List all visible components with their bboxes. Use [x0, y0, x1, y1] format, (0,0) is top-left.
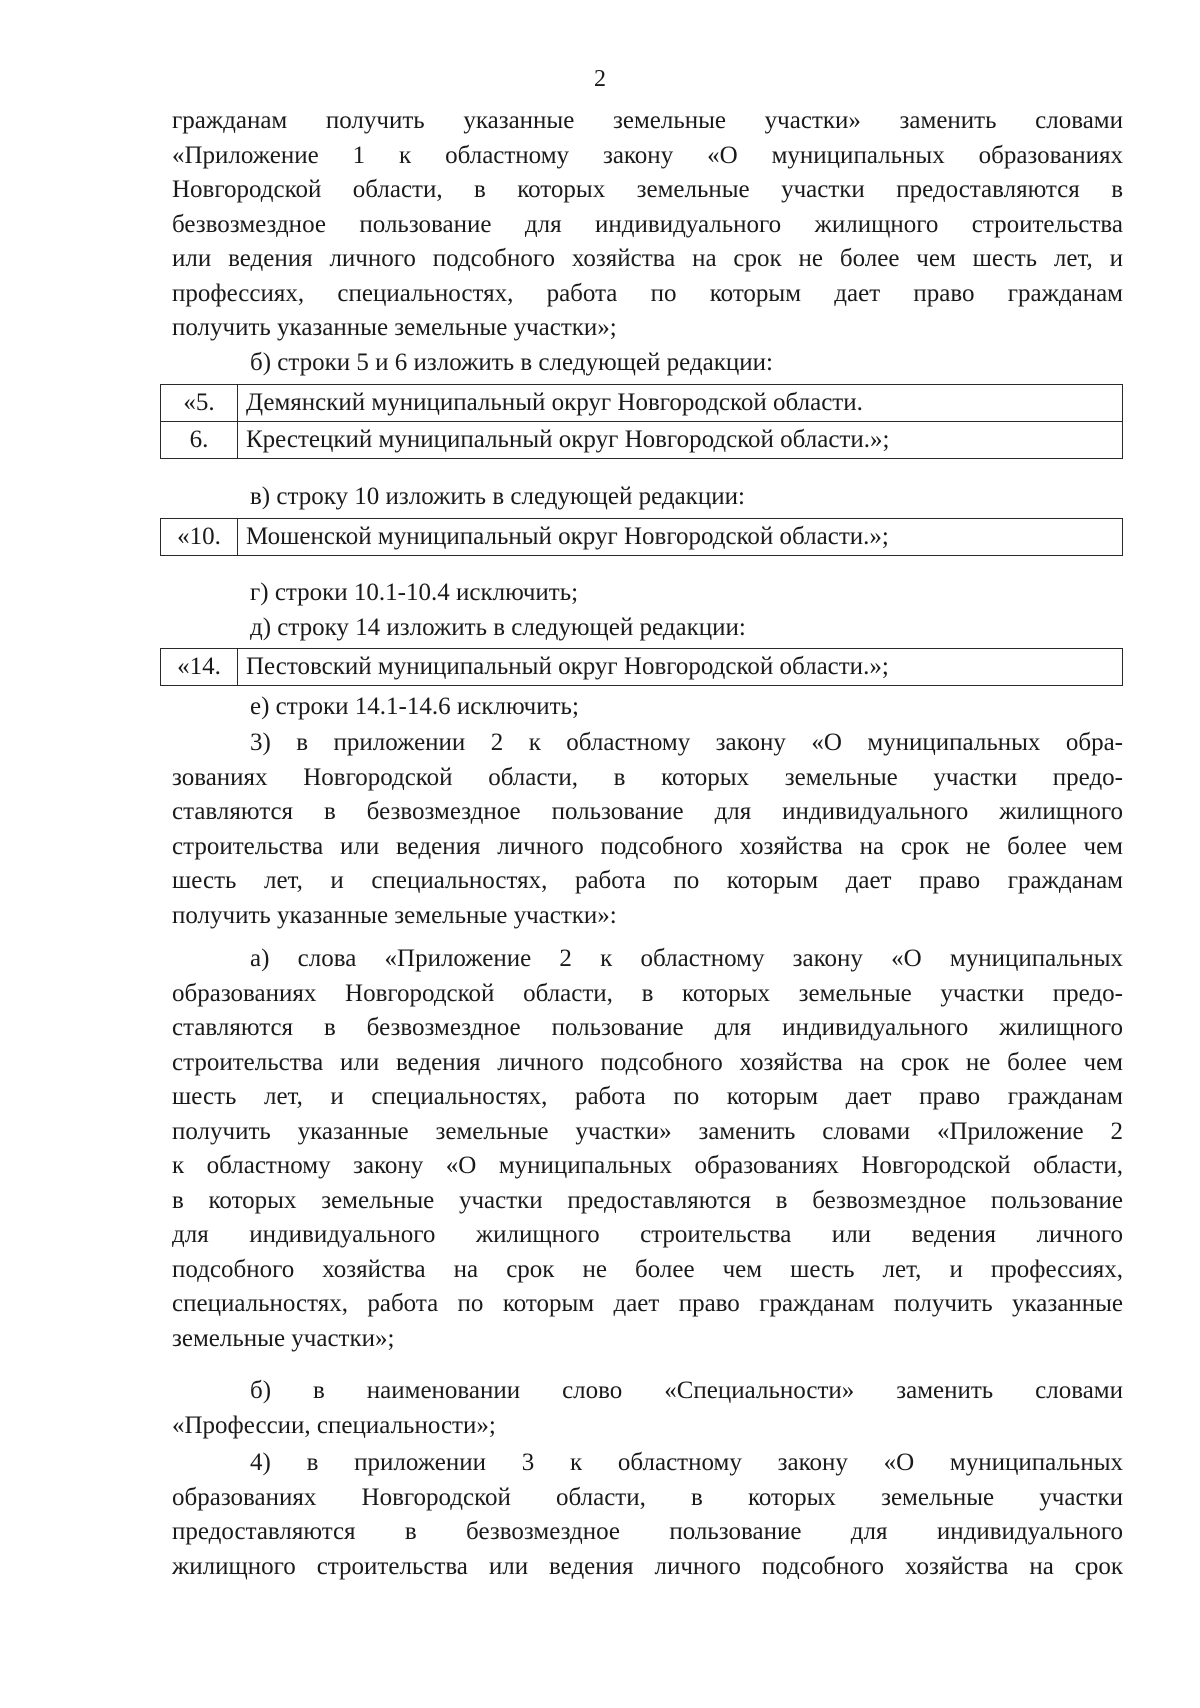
table-row — [161, 385, 1123, 422]
text-line: «Приложение 1 к областному закону «О муниципальных образованиях — [172, 141, 1123, 169]
text-line: 3) в приложении 2 к областному закону «О муниципальных обра- — [250, 729, 1123, 756]
text-line: или ведения личного подсобного хозяйства на срок не более чем шесть лет, и — [172, 245, 1123, 272]
text-line: строительства или ведения личного подсобного хозяйства на срок не более чем — [172, 832, 1123, 860]
text-line: «Профессии, специальности»; — [172, 1411, 496, 1439]
text-line: шесть лет, и специальностях, работа по которым дает право гражданам — [172, 1083, 1123, 1110]
text-line: подсобного хозяйства на срок не более чем шесть лет, и профессиях, — [172, 1255, 1123, 1283]
text-line: б) строки 5 и 6 изложить в следующей редакции: — [250, 349, 773, 376]
text-line: получить указанные земельные участки»; — [172, 314, 617, 341]
paragraph-item-3 — [172, 726, 1123, 933]
page-number: 2 — [594, 66, 606, 92]
row-text: Крестецкий муниципальный округ Новгородской области.»; — [238, 422, 1123, 459]
replacement-table-rows-5-6 — [160, 384, 1123, 459]
text-line: ставляются в безвозмездное пользование для индивидуального жилищного — [172, 798, 1123, 825]
text-line: земельные участки»; — [172, 1324, 395, 1352]
row-number: «14. — [161, 649, 238, 686]
row-number: 6. — [161, 422, 238, 459]
text-line: г) строки 10.1-10.4 исключить; — [250, 579, 579, 606]
text-line: образованиях Новгородской области, в которых земельные участки предо- — [172, 979, 1123, 1007]
row-text: Пестовский муниципальный округ Новгородской области.»; — [238, 649, 1123, 686]
text-line: для индивидуального жилищного строительства или ведения личного — [172, 1221, 1123, 1248]
subitem-v-intro — [172, 480, 1123, 515]
text-line: е) строки 14.1-14.6 исключить; — [250, 693, 579, 720]
paragraph-item-4 — [172, 1446, 1123, 1584]
text-line: специальностях, работа по которым дает право гражданам получить указанные — [172, 1290, 1123, 1317]
row-text: Демянский муниципальный округ Новгородской области. — [238, 385, 1123, 422]
text-line: а) слова «Приложение 2 к областному закону «О муниципальных — [250, 945, 1123, 972]
paragraph-item-3a — [172, 942, 1123, 1356]
replacement-table-row-14 — [160, 648, 1123, 686]
text-line: в) строку 10 изложить в следующей редакции: — [250, 483, 745, 510]
text-line: Новгородской области, в которых земельные участки предоставляются в — [172, 176, 1123, 203]
row-number: «10. — [161, 519, 238, 556]
text-line: гражданам получить указанные земельные участки» заменить словами — [172, 107, 1123, 134]
table-row — [161, 649, 1123, 686]
subitem-e — [172, 690, 1123, 725]
text-line: 4) в приложении 3 к областному закону «О муниципальных — [250, 1449, 1123, 1476]
replacement-table-row-10 — [160, 518, 1123, 556]
text-line: жилищного строительства или ведения личного подсобного хозяйства на срок — [172, 1552, 1123, 1580]
row-text: Мошенской муниципальный округ Новгородской области.»; — [238, 519, 1123, 556]
paragraph-item-3b — [172, 1374, 1123, 1443]
subitem-b-intro — [172, 346, 1123, 381]
text-line: зованиях Новгородской области, в которых земельные участки предо- — [172, 763, 1123, 791]
text-line: безвозмездное пользование для индивидуального жилищного строительства — [172, 210, 1123, 238]
paragraph-continuation — [172, 104, 1123, 346]
row-number: «5. — [161, 385, 238, 422]
text-line: образованиях Новгородской области, в которых земельные участки — [172, 1483, 1123, 1511]
table-row — [161, 519, 1123, 556]
text-line: предоставляются в безвозмездное пользование для индивидуального — [172, 1518, 1123, 1545]
text-line: б) в наименовании слово «Специальности» заменить словами — [250, 1377, 1123, 1404]
text-line: шесть лет, и специальностях, работа по которым дает право гражданам — [172, 867, 1123, 894]
text-line: получить указанные земельные участки»: — [172, 901, 617, 929]
table-row — [161, 422, 1123, 459]
text-line: к областному закону «О муниципальных образованиях Новгородской области, — [172, 1152, 1123, 1179]
text-line: строительства или ведения личного подсобного хозяйства на срок не более чем — [172, 1048, 1123, 1076]
text-line: получить указанные земельные участки» заменить словами «Приложение 2 — [172, 1117, 1123, 1145]
text-line: в которых земельные участки предоставляются в безвозмездное пользование — [172, 1186, 1123, 1214]
text-line: ставляются в безвозмездное пользование для индивидуального жилищного — [172, 1014, 1123, 1041]
text-line: профессиях, специальностях, работа по которым дает право гражданам — [172, 279, 1123, 307]
subitems-g-d — [172, 576, 1123, 645]
text-line: д) строку 14 изложить в следующей редакции: — [250, 613, 746, 641]
